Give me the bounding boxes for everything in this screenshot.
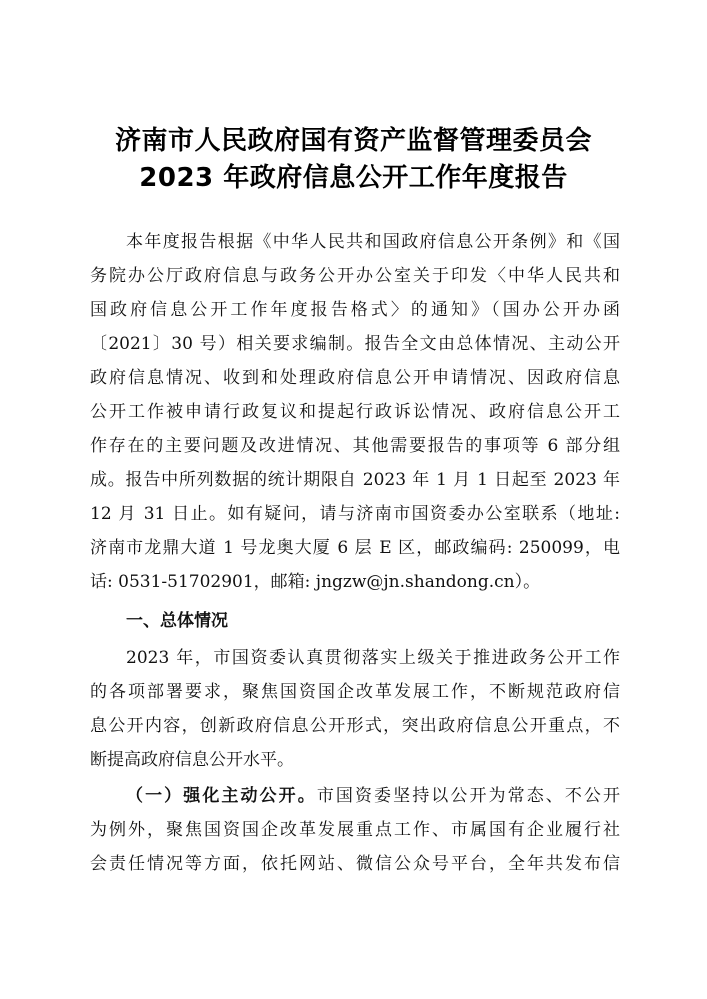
section-paragraph-line: 断提高政府信息公开水平。 <box>90 750 294 770</box>
report-title-line-2: 2023 年政府信息公开工作年度报告 <box>139 163 568 193</box>
report-title-line-1: 济南市人民政府国有资产监督管理委员会 <box>114 126 592 156</box>
subsection-lead: （一）强化主动公开。 <box>126 786 317 806</box>
intro-line: 公开工作被申请行政复议和提起行政诉讼情况、政府信息公开工 <box>90 402 620 422</box>
intro-line: 国政府信息公开工作年度报告格式〉的通知》（国办公开办函 <box>90 300 620 320</box>
section-paragraph-line: 会责任情况等方面，依托网站、微信公众号平台，全年共发布信 <box>90 854 620 874</box>
intro-line: 作存在的主要问题及改进情况、其他需要报告的事项等 6 部分组 <box>90 436 620 456</box>
subsection-text: 市国资委坚持以公开为常态、不公开 <box>316 786 620 806</box>
intro-line: 成。报告中所列数据的统计期限自 2023 年 1 月 1 日起至 2023 年 <box>90 470 620 490</box>
section-paragraph-line: 的各项部署要求，聚焦国资国企改革发展工作，不断规范政府信 <box>90 682 620 702</box>
section-paragraph-line: 2023 年，市国资委认真贯彻落实上级关于推进政务公开工作 <box>126 648 620 668</box>
intro-line: 话: 0531-51702901，邮箱: jngzw@jn.shandong.cn）。 <box>90 572 541 592</box>
intro-line: 济南市龙鼎大道 1 号龙奥大厦 6 层 E 区，邮政编码: 250099，电 <box>90 538 620 558</box>
intro-line: 政府信息情况、收到和处理政府信息公开申请情况、因政府信息 <box>90 368 620 388</box>
intro-line: 12 月 31 日止。如有疑问，请与济南市国资委办公室联系（地址: <box>90 504 620 524</box>
intro-line: 本年度报告根据《中华人民共和国政府信息公开条例》和《国 <box>126 232 620 252</box>
intro-line: 务院办公厅政府信息与政务公开办公室关于印发〈中华人民共和 <box>90 266 620 286</box>
section-heading: 一、总体情况 <box>126 611 228 631</box>
section-paragraph-line: 为例外，聚焦国资国企改革发展重点工作、市属国有企业履行社 <box>90 820 620 840</box>
section-paragraph-line <box>90 785 620 807</box>
intro-line: 〔2021〕30 号）相关要求编制。报告全文由总体情况、主动公开 <box>90 334 620 354</box>
section-paragraph-line: 息公开内容，创新政府信息公开形式，突出政府信息公开重点，不 <box>90 716 620 736</box>
